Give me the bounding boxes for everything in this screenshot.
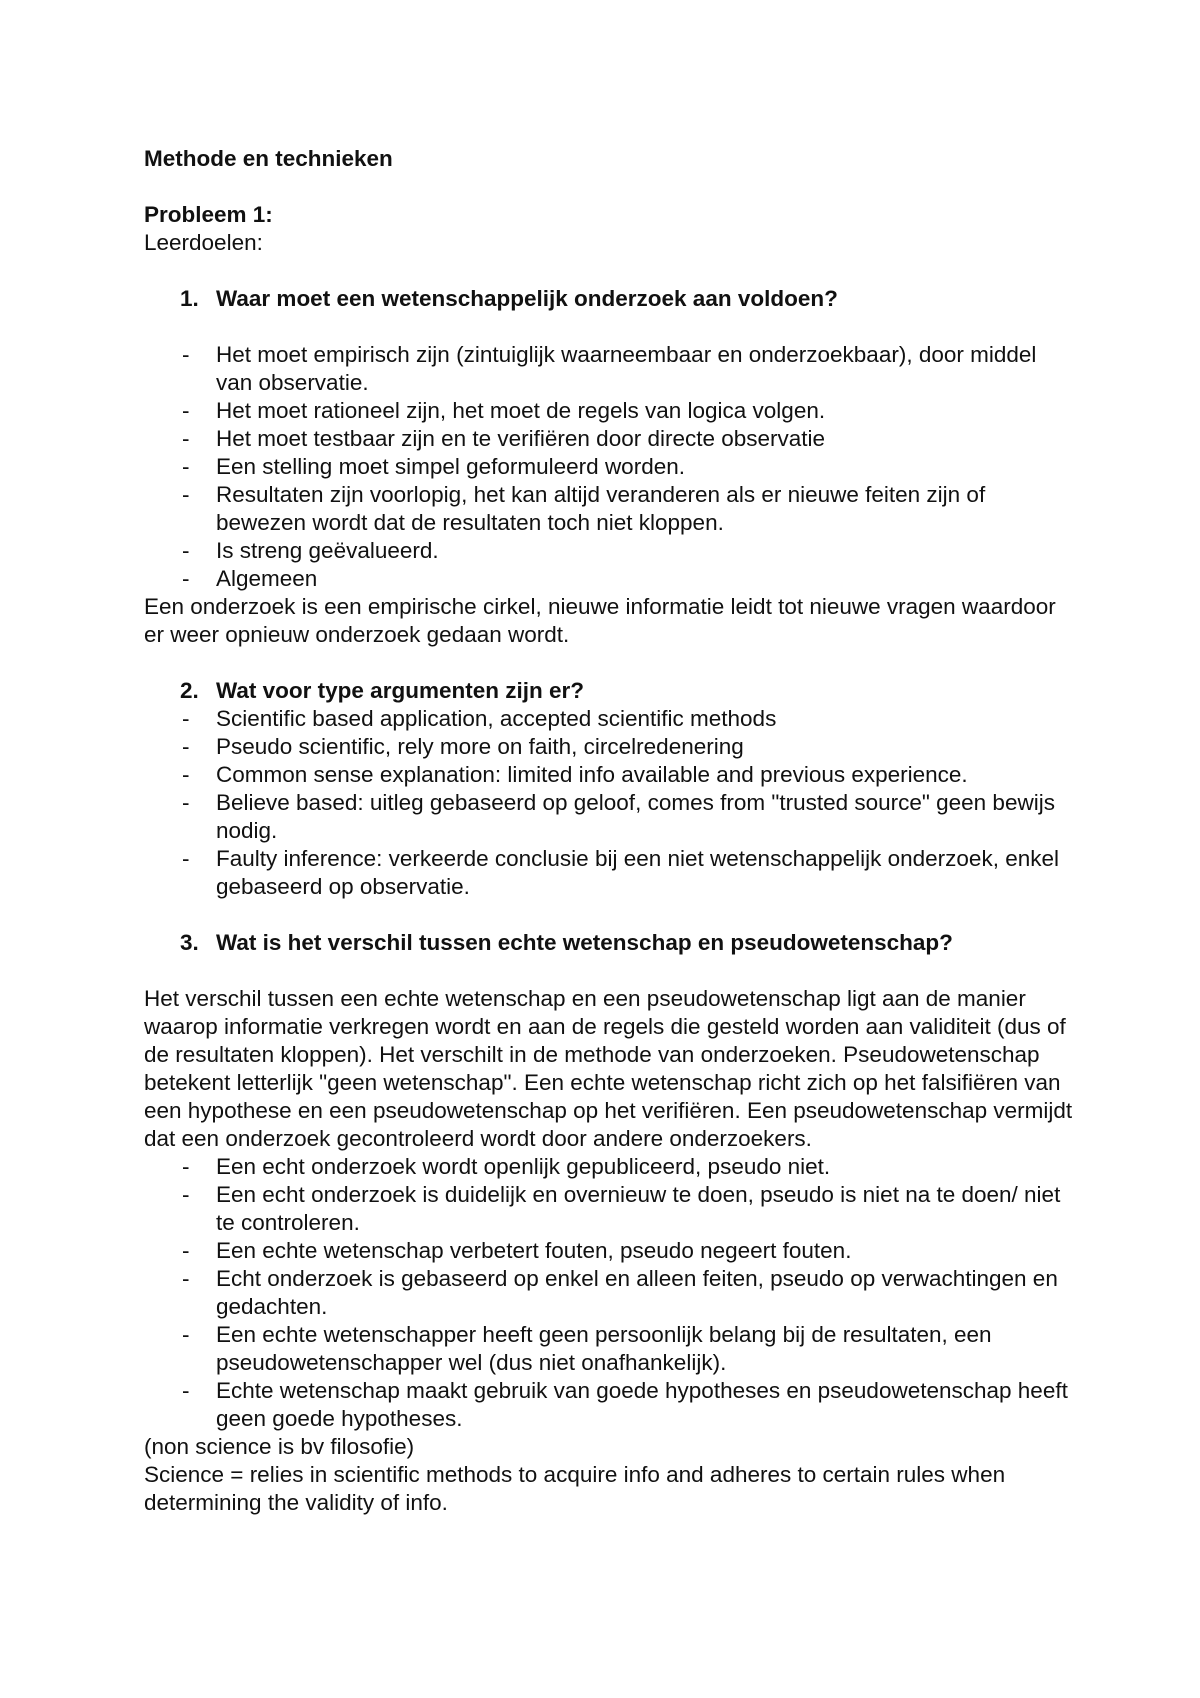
list-item: - Het moet testbaar zijn en te verifiëren door directe observatie: [144, 425, 1074, 453]
q3-bullet-list: [144, 1153, 1074, 1433]
list-item: - Echte wetenschap maakt gebruik van goede hypotheses en pseudowetenschap heeft geen goede hypotheses.: [144, 1377, 1074, 1433]
list-item: - Een echt onderzoek is duidelijk en overnieuw te doen, pseudo is niet na te doen/ niet te controleren.: [144, 1181, 1074, 1237]
probleem-heading: Probleem 1:: [144, 202, 273, 227]
document-title: Methode en technieken: [144, 146, 393, 171]
question-2: [144, 677, 1074, 705]
bullet-dash: -: [182, 538, 190, 563]
bullet-dash: -: [182, 1322, 190, 1347]
list-item: - Echt onderzoek is gebaseerd op enkel en alleen feiten, pseudo op verwachtingen en gedachten.: [144, 1265, 1074, 1321]
q2-bullet-list: [144, 705, 1074, 901]
list-item: - Een echt onderzoek wordt openlijk gepubliceerd, pseudo niet.: [144, 1153, 1074, 1181]
leerdoelen-label: Leerdoelen:: [144, 230, 263, 255]
question-text: Wat voor type argumenten zijn er?: [216, 678, 584, 703]
question-number: 1.: [180, 286, 199, 311]
list-item: - Scientific based application, accepted scientific methods: [144, 705, 1074, 733]
science-definition: Science = relies in scientific methods to acquire info and adheres to certain rules when determining the validity of info.: [144, 1462, 1006, 1515]
list-item: - Een echte wetenschap verbetert fouten, pseudo negeert fouten.: [144, 1237, 1074, 1265]
q1-bullet-list: [144, 341, 1074, 593]
bullet-dash: -: [182, 1154, 190, 1179]
bullet-dash: -: [182, 706, 190, 731]
bullet-dash: -: [182, 846, 190, 871]
question-3: [144, 929, 1074, 957]
q3-paragraph: Het verschil tussen een echte wetenschap en een pseudowetenschap ligt aan de manier waarop informatie verkregen wordt en aan de regels die gesteld worden aan validiteit (dus of de resultaten kloppen). Het verschilt in de methode van onderzoeken. Pseudowetenschap betekent letterlijk "geen wetenschap". Een echte wetenschap richt zich op het falsifiëren van een hypothese en een pseudowetenschap op het verifiëren. Een pseudowetenschap vermijdt dat een onderzoek gecontroleerd wordt door andere onderzoekers.: [144, 986, 1073, 1151]
question-text: Wat is het verschil tussen echte wetenschap en pseudowetenschap?: [216, 930, 953, 955]
bullet-dash: -: [182, 790, 190, 815]
bullet-dash: -: [182, 426, 190, 451]
list-item: - Een stelling moet simpel geformuleerd worden.: [144, 453, 1074, 481]
question-number: 2.: [180, 678, 199, 703]
bullet-dash: -: [182, 482, 190, 507]
list-item: - Is streng geëvalueerd.: [144, 537, 1074, 565]
bullet-dash: -: [182, 734, 190, 759]
list-item: - Faulty inference: verkeerde conclusie bij een niet wetenschappelijk onderzoek, enkel gebaseerd op observatie.: [144, 845, 1074, 901]
question-text: Waar moet een wetenschappelijk onderzoek aan voldoen?: [216, 286, 838, 311]
bullet-dash: -: [182, 342, 190, 367]
document-content: [144, 145, 1074, 1517]
q1-paragraph: Een onderzoek is een empirische cirkel, nieuwe informatie leidt tot nieuwe vragen waardoor er weer opnieuw onderzoek gedaan wordt.: [144, 594, 1056, 647]
list-item: - Common sense explanation: limited info available and previous experience.: [144, 761, 1074, 789]
bullet-dash: -: [182, 1378, 190, 1403]
non-science-note: (non science is bv filosofie): [144, 1434, 415, 1459]
list-item: - Algemeen: [144, 565, 1074, 593]
bullet-dash: -: [182, 454, 190, 479]
bullet-dash: -: [182, 1266, 190, 1291]
list-item: - Believe based: uitleg gebaseerd op geloof, comes from "trusted source" geen bewijs nodig.: [144, 789, 1074, 845]
question-1: [144, 285, 1074, 313]
question-number: 3.: [180, 930, 199, 955]
list-item: - Pseudo scientific, rely more on faith, circelredenering: [144, 733, 1074, 761]
bullet-dash: -: [182, 1182, 190, 1207]
bullet-dash: -: [182, 1238, 190, 1263]
list-item: - Het moet rationeel zijn, het moet de regels van logica volgen.: [144, 397, 1074, 425]
list-item: - Een echte wetenschapper heeft geen persoonlijk belang bij de resultaten, een pseudowetenschapper wel (dus niet onafhankelijk).: [144, 1321, 1074, 1377]
list-item: - Het moet empirisch zijn (zintuiglijk waarneembaar en onderzoekbaar), door middel van observatie.: [144, 341, 1074, 397]
list-item: - Resultaten zijn voorlopig, het kan altijd veranderen als er nieuwe feiten zijn of bewezen wordt dat de resultaten toch niet kloppen.: [144, 481, 1074, 537]
bullet-dash: -: [182, 762, 190, 787]
bullet-dash: -: [182, 566, 190, 591]
bullet-dash: -: [182, 398, 190, 423]
